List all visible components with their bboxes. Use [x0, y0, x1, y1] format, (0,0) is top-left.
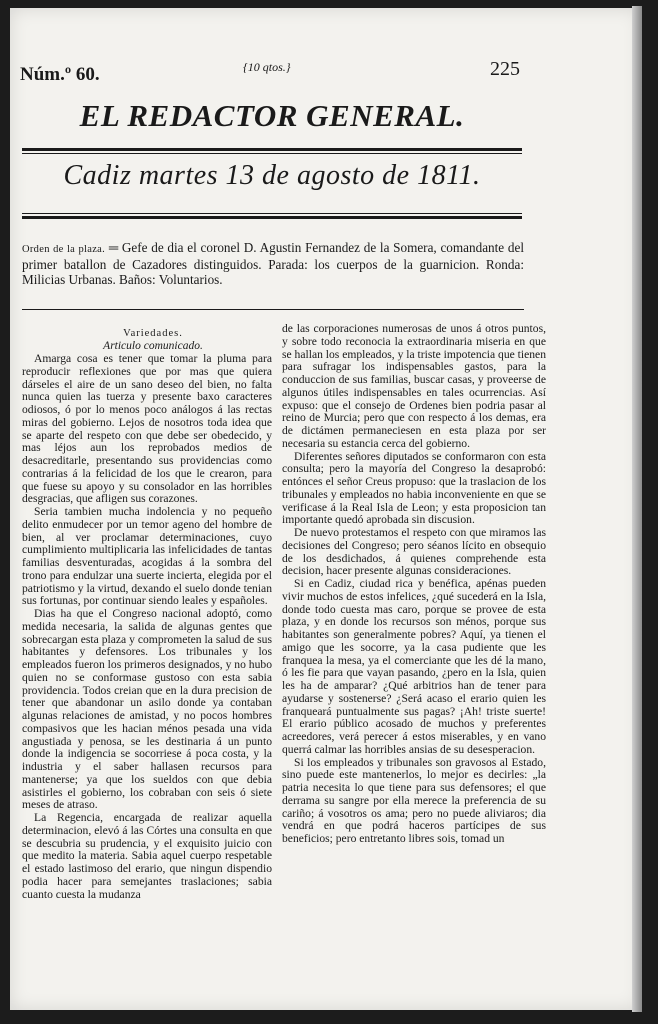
page-number: 225 — [490, 58, 520, 80]
section-subtitle: Articulo comunicado. — [103, 340, 203, 352]
price-note: {10 qtos.} — [243, 60, 291, 74]
masthead-rule-thin — [22, 153, 522, 154]
orden-de-la-plaza — [22, 240, 524, 287]
paragraph: Dias ha que el Congreso nacional adoptó, como medida necesaria, la salida de algunas gentes que sobrecargan esta plaza y comprometen la salud de sus habitantes y defensores. Los tribunales y los empleados fueron los primeros designados, y no hubo quien no se conformase gustoso con esta sabia providencia. Todos creian que en la dura precision de tener que abandonar un asilo donde ya contaban algunas relaciones de amistad, y no pocos hombres compasivos que les hacian ménos pesada una vida angustiada y penosa, se les destinaria á un punto donde la indigencia se socorriese á poca costa, y la industria y el saber hallasen recursos para mantenerse; ya que los sueldos con que debia asistirles el gobierno, los cobraban con seis ó siete meses de atraso. — [22, 607, 272, 812]
orden-label: Orden de la plaza. — [22, 244, 106, 255]
section-rule — [22, 309, 524, 310]
masthead-rule-top — [22, 148, 522, 151]
paragraph: De nuevo protestamos el respeto con que miramos las decisiones del Congreso; pero séanos lícito en obsequio de los desdichados, á quienes comprehende esta decision, hacer presente algunas consideraciones. — [282, 526, 546, 578]
paragraph: Si los empleados y tribunales son gravosos al Estado, sino puede este mantenerlos, lo mejor es decirles: „la patria necesita lo que tiene para sus defensores; el que derrama su sangre por ella merece la preferencia de su cariño; á vosotros os ama; pero no puede aliviaros; dia vendrá en que podrá haceros partícipes de sus beneficios; pero entretanto libres sois, tomad un — [282, 755, 546, 845]
paragraph: Diferentes señores diputados se conformaron con esta consulta; pero la mayoría del Congreso la desaprobó: entónces el señor Creus propuso: que la traslacion de los tribunales y empleados no habia inconveniente en que se verificase á la Real Isla de Leon; y esta proposicion tan importante quedó aprobada sin discusion. — [282, 449, 546, 527]
masthead-title: EL REDACTOR GENERAL. — [79, 98, 465, 133]
paragraph: de las corporaciones numerosas de unos á otros puntos, y sobre todo reconocia la extraordinaria miseria en que se hallan los empleados, y la triste impotencia que tienen para sufragar los indispensables gastos, para la conduccion de sus familias, buscar casas, y proveerse de algunos útiles indispensables en tales ocurrencias. Así expuso: que el consejo de Ordenes bien podria pasar al reino de Murcia; pero que con respecto á los demas, era de dictámen permaneciesen en esta plaza por ser necesaria su estancia cerca del gobierno. — [282, 322, 547, 450]
paragraph: Seria tambien mucha indolencia y no pequeño delito enmudecer por un temor ageno del hombre de bien, al ver proclamar determinaciones, cuyo cumplimiento multiplicaria las infelicidades de tantas familias desventuradas, acogidas á la sombra del trono para endulzar una suerte incierta, elegida por el patriotismo y la virtud, dexando el suelo donde tenian sus fortunas, por continuar siendo leales y españoles. — [22, 505, 272, 608]
section-title: Variedades. — [123, 328, 183, 339]
paragraph: La Regencia, encargada de realizar aquella determinacion, elevó á las Córtes una consulta en que se descubria su prudencia, y el exquisito juicio con que medito la materia. Sabia aquel cuerpo respetable el estado lastimoso del erario, que ningun dispendio podia hacer para semejantes traslaciones; sabia cuanto cuesta la mudanza — [22, 811, 272, 901]
column-left — [22, 327, 272, 901]
paragraph: Si en Cadiz, ciudad rica y benéfica, apénas pueden vivir muchos de estos infelices, ¿qué sucederá en la Isla, donde todo cuesta mas caro, porque se provee de esta plaza, y en donde los recursos son ménos, porque sus habitantes son generalmente pobres? Aquí, ya tienen el amigo que les socorre, ya la casa pudiente que les franquea la mesa, ya el comerciante que les dé la mano, ó les fie para que vayan pasando, ¿pero en la Isla, quien les ha de amparar? ¿Qué arbitrios han de tener para ayudarse y sostenerse? ¿Será acaso el erario quien les franqueará puntualmente sus pagas? ¡Ah! triste suerte! El erario público acosado de muchos y preferentes acreedores, verá perecer á estos miserables, y en vano querrá calmar las horribles ansias de su desesperacion. — [282, 577, 546, 756]
dateline-rule-thick — [22, 216, 522, 219]
column-right — [282, 323, 546, 846]
issue-number: Núm.º 60. — [20, 64, 100, 85]
dateline: Cadiz martes 13 de agosto de 1811. — [63, 160, 481, 191]
dateline-rule-thin — [22, 213, 522, 214]
book-spine — [632, 6, 642, 1012]
paragraph: Amarga cosa es tener que tomar la pluma para reproducir reflexiones que por mas que quiera dárseles el aire de un sano deseo del bien, no falta nunca quien las tuerza y presente baxo caracteres odiosos, ó por lo menos poco análogos á las rectas miras del gobierno. Lejos de nosotros toda idea que se aparte del respeto con que debe ser obedecido, y mas léjos aun los reprobados medios de desacreditarle, presentando sus providencias como contrarias á la felicidad de los que le crearon, para que fuese su apoyo y su consolador en las horribles desgracias, que afligen sus corazones. — [22, 352, 272, 506]
orden-body: ═ Gefe de dia el coronel D. Agustin Fernandez de la Somera, comandante del primer batallon de Cazadores distinguidos. Parada: los cuerpos de la guarnicion. Ronda: Milicias Urbanas. Baños: Voluntarios. — [22, 240, 525, 287]
